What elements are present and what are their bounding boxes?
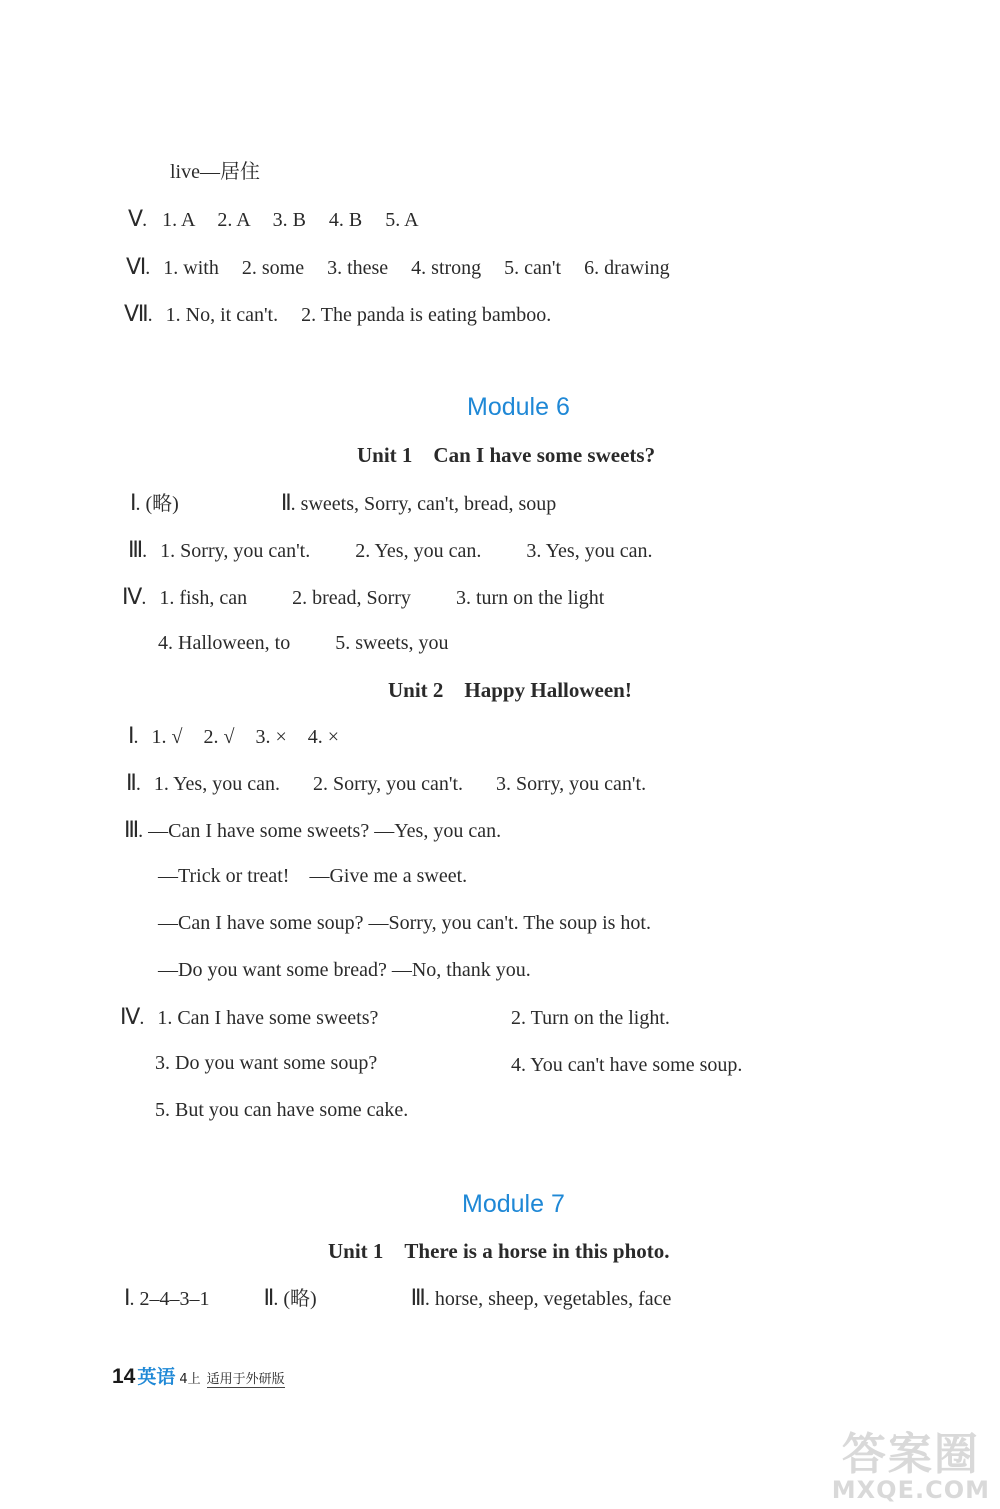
answer-item: 1. Yes, you can. (153, 773, 280, 795)
answer-item: horse, sheep, vegetables, face (434, 1288, 672, 1310)
section-v: Ⅴ. 1. A 2. A 3. B 4. B 5. A (128, 206, 419, 231)
answer-item: 1. No, it can't. (165, 304, 279, 326)
roman-numeral: Ⅳ (122, 584, 142, 609)
dialogue-line: —Do you want some bread? —No, thank you. (158, 959, 531, 981)
answer-item: 5. But you can have some cake. (155, 1099, 409, 1121)
answer-item: 3. Sorry, you can't. (496, 773, 647, 795)
answer-item: 2. bread, Sorry (292, 587, 411, 609)
page-footer (112, 1366, 285, 1387)
answer-item: 2. Turn on the light. (511, 1007, 670, 1029)
roman-numeral: Ⅲ (128, 537, 143, 562)
answer-item: 2. Yes, you can. (355, 540, 482, 562)
module-7-heading: Module 7 (462, 1190, 565, 1218)
answer-item: 2. some (241, 257, 305, 279)
answer-item: 6. drawing (584, 257, 670, 279)
roman-numeral: Ⅰ (130, 490, 136, 515)
page-number: 14 (112, 1365, 136, 1388)
roman-numeral: Ⅱ (263, 1285, 274, 1310)
answer-item: 3. B (272, 209, 306, 231)
answer-item: 2. A (217, 209, 250, 231)
module-6-heading: Module 6 (467, 393, 570, 421)
module-6-unit-2-title: Unit 2 Happy Halloween! (388, 678, 632, 702)
answer-item: 4. × (307, 726, 340, 748)
dialogue-line: —Can I have some soup? —Sorry, you can't. The soup is hot. (158, 912, 651, 934)
watermark-bottom: MXQE.COM (831, 1475, 990, 1504)
m6u2-section-iii: Ⅲ. —Can I have some sweets? —Yes, you can. (124, 817, 502, 842)
roman-numeral: Ⅵ (126, 254, 146, 279)
m6u1-section-iv: Ⅳ. 1. fish, can 2. bread, Sorry 3. turn on the light (122, 584, 605, 609)
module-6-unit-1-title: Unit 1 Can I have some sweets? (357, 443, 656, 467)
module-7-unit-1-title: Unit 1 There is a horse in this photo. (328, 1239, 670, 1263)
roman-numeral: Ⅰ (128, 723, 134, 748)
section-vi: Ⅵ. 1. with 2. some 3. these 4. strong 5. can't 6. drawing (126, 254, 670, 279)
answer-item: 1. A (162, 209, 195, 231)
m6u1-section-iv-row2 (158, 633, 449, 653)
answer-item: 1. Sorry, you can't. (160, 540, 311, 562)
answer-item: 2–4–3–1 (139, 1288, 210, 1310)
roman-numeral: Ⅲ (124, 817, 139, 842)
roman-numeral: Ⅰ (124, 1285, 130, 1310)
answer-item: 1. Can I have some sweets? (157, 1007, 379, 1029)
m7u1-sections: Ⅰ. 2–4–3–1 Ⅱ. (略) Ⅲ. horse, sheep, vegetables, face (124, 1285, 672, 1310)
answer-item: 2. Sorry, you can't. (312, 773, 464, 795)
answer-item: 2. √ (203, 726, 235, 748)
answer-item: 1. fish, can (159, 587, 248, 609)
subject-label: 英语 (137, 1366, 176, 1388)
m6u2-section-iv: Ⅳ. 1. Can I have some sweets? (120, 1004, 379, 1029)
answer-item: 3. Yes, you can. (526, 540, 653, 562)
answer-item: 3. these (327, 257, 389, 279)
watermark-top: 答案圈 (841, 1428, 980, 1480)
answer-item: 4. You can't have some soup. (511, 1054, 743, 1076)
answer-item: 2. The panda is eating bamboo. (301, 304, 552, 326)
grade-label: 4上 (179, 1372, 201, 1387)
roman-numeral: Ⅱ (280, 490, 291, 515)
roman-numeral: Ⅲ (410, 1285, 425, 1310)
vocab-live: live—居住 (170, 161, 260, 183)
answer-item: 4. Halloween, to (158, 632, 291, 654)
answer-item: 3. Do you want some soup? (155, 1052, 378, 1074)
answer-item: (略) (283, 1288, 317, 1310)
answer-item: 5. A (385, 209, 419, 231)
roman-numeral: Ⅱ (126, 770, 136, 795)
roman-numeral: Ⅴ (128, 206, 143, 231)
answer-item: 1. with (163, 257, 219, 279)
m6u1-section-iii: Ⅲ. 1. Sorry, you can't. 2. Yes, you can. 3. Yes, you can. (128, 537, 653, 562)
dialogue-line: —Can I have some sweets? —Yes, you can. (148, 820, 502, 842)
answer-item: 4. strong (411, 257, 482, 279)
answer-item: 1. √ (151, 726, 183, 748)
m6u2-section-i: Ⅰ. 1. √ 2. √ 3. × 4. × (128, 723, 340, 748)
dialogue-line: —Trick or treat! —Give me a sweet. (158, 865, 468, 887)
watermark-logo (831, 1428, 990, 1504)
m6u1-section-i-ii: Ⅰ. (略) Ⅱ. sweets, Sorry, can't, bread, soup (130, 490, 557, 515)
answer-item: sweets, Sorry, can't, bread, soup (300, 493, 557, 515)
answer-item: 4. B (328, 209, 363, 231)
answer-item: 5. sweets, you (335, 632, 449, 654)
roman-numeral: Ⅶ (124, 301, 148, 326)
answer-item: (略) (145, 493, 179, 515)
edition-label: 适用于外研版 (206, 1372, 285, 1387)
m6u2-section-ii: Ⅱ. 1. Yes, you can. 2. Sorry, you can't. 3. Sorry, you can't. (126, 770, 647, 795)
answer-item: 3. turn on the light (455, 587, 605, 609)
answer-item: 3. × (255, 726, 287, 748)
roman-numeral: Ⅳ (120, 1004, 140, 1029)
section-vii: Ⅶ. 1. No, it can't. 2. The panda is eating bamboo. (124, 301, 552, 326)
answer-item: 5. can't (504, 257, 562, 279)
